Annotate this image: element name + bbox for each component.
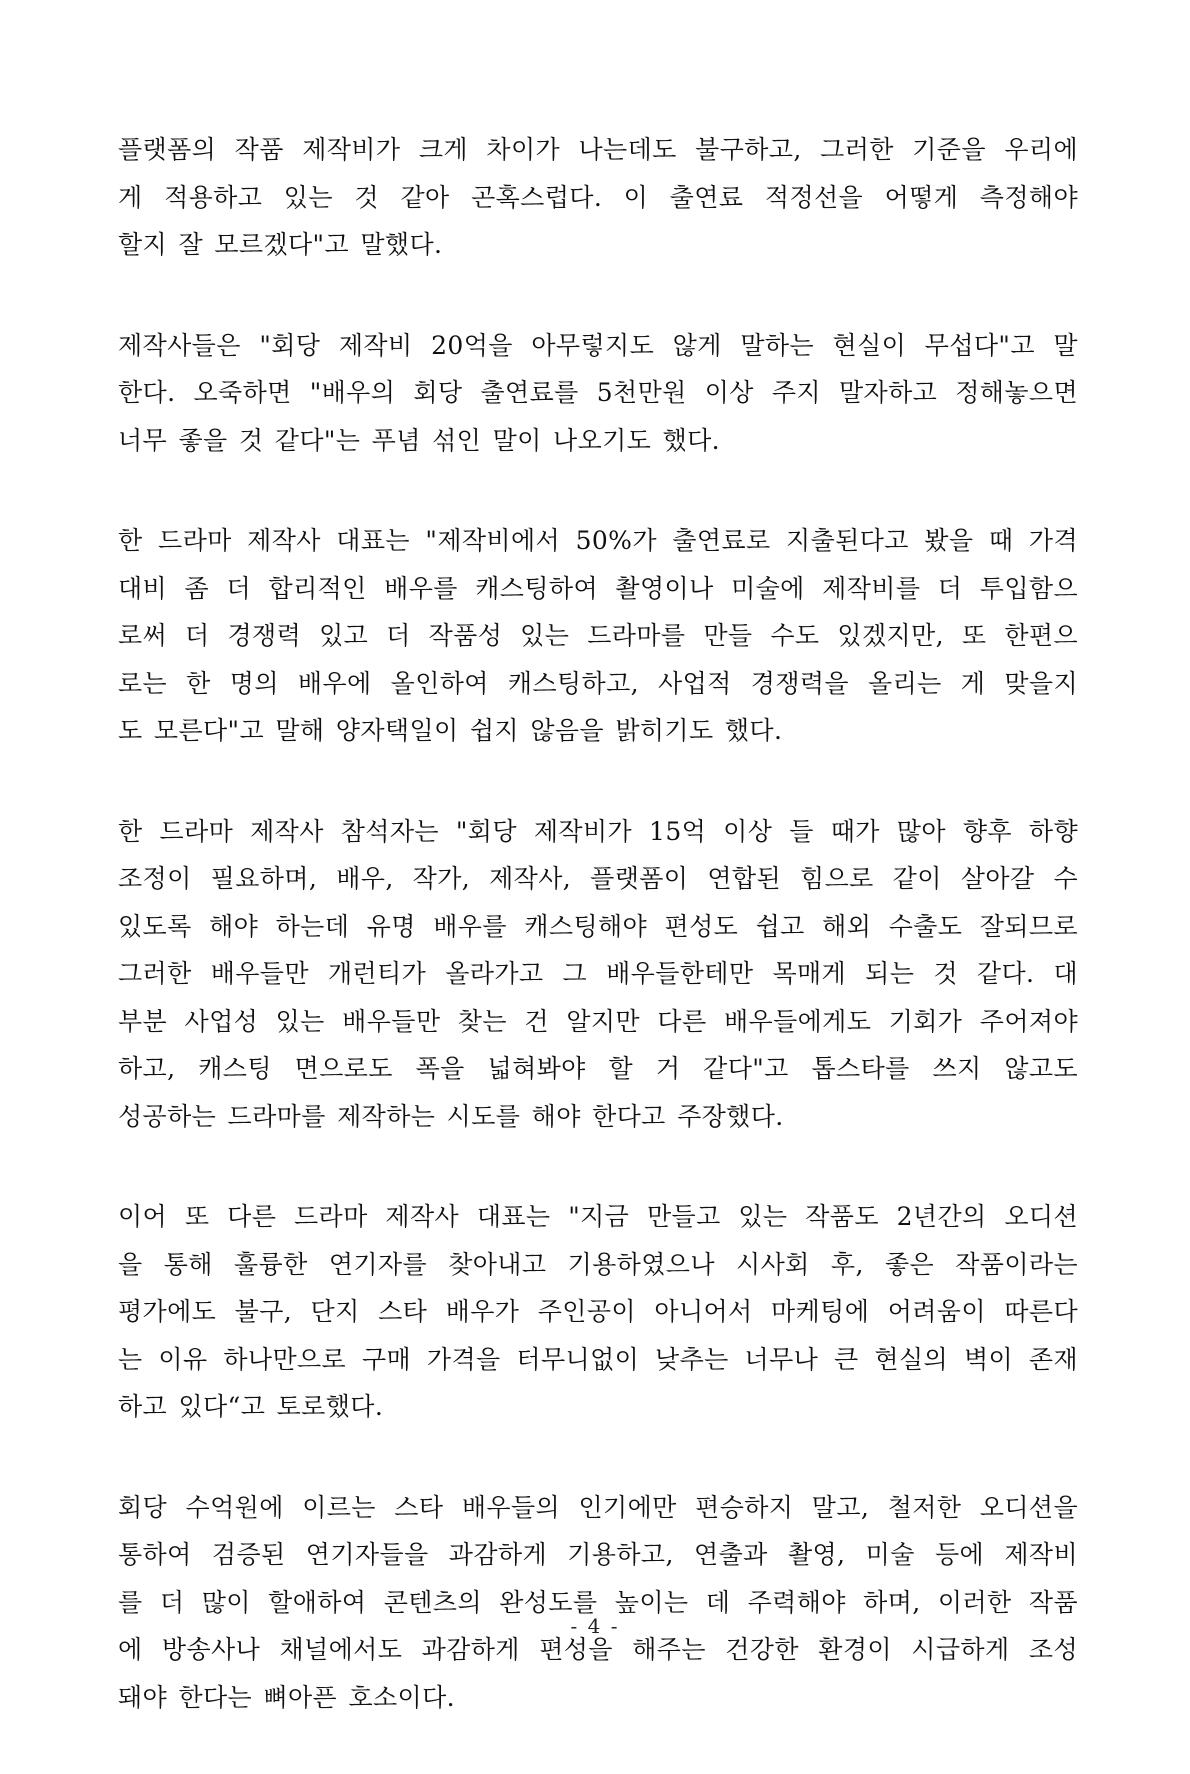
paragraph	[118, 322, 1078, 465]
text-line: 게 적용하고 있는 것 같아 곤혹스럽다. 이 출연료 적정선을 어떻게 측정해야	[118, 182, 1078, 212]
text-line: 성공하는 드라마를 제작하는 시도를 해야 한다고 주장했다.	[118, 1101, 784, 1131]
text-line: 대비 좀 더 합리적인 배우를 캐스팅하여 촬영이나 미술에 제작비를 더 투입함으	[118, 573, 1078, 603]
text-line: 에 방송사나 채널에서도 과감하게 편성을 해주는 건강한 환경이 시급하게 조성	[118, 1635, 1078, 1664]
paragraph	[118, 1484, 1078, 1722]
text-line: 이어 또 다른 드라마 제작사 대표는 "지금 만들고 있는 작품도 2년간의 오디션	[118, 1202, 1078, 1231]
text-line: 부분 사업성 있는 배우들만 찾는 건 알지만 다른 배우들에게도 기회가 주어져야	[118, 1006, 1078, 1036]
text-line: 조정이 필요하며, 배우, 작가, 제작사, 플랫폼이 연합된 힘으로 같이 살아갈 수	[118, 864, 1078, 893]
page-number: - 4 -	[570, 1614, 620, 1638]
text-line: 한다. 오죽하면 "배우의 회당 출연료를 5천만원 이상 주지 말자하고 정해놓으면	[118, 378, 1078, 407]
paragraph	[118, 126, 1078, 269]
text-line: 평가에도 불구, 단지 스타 배우가 주인공이 아니어서 마케팅에 어려움이 따른다	[118, 1297, 1078, 1326]
text-line: 통하여 검증된 연기자들을 과감하게 기용하고, 연출과 촬영, 미술 등에 제작비	[118, 1540, 1078, 1569]
text-line: 도 모른다"고 말해 양자택일이 쉽지 않음을 밝히기도 했다.	[118, 716, 783, 745]
text-line: 하고 있다“고 토로했다.	[118, 1392, 384, 1421]
text-line: 한 드라마 제작사 참석자는 "회당 제작비가 15억 이상 들 때가 많아 향후 하향	[118, 816, 1078, 846]
text-line: 한 드라마 제작사 대표는 "제작비에서 50%가 출연료로 지출된다고 봤을 때 가격	[118, 526, 1078, 555]
text-line: 플랫폼의 작품 제작비가 크게 차이가 나는데도 불구하고, 그러한 기준을 우리에	[118, 135, 1078, 164]
text-line: 를 더 많이 할애하여 콘텐츠의 완성도를 높이는 데 주력해야 하며, 이러한 작품	[118, 1587, 1078, 1617]
text-line: 있도록 해야 하는데 유명 배우를 캐스팅해야 편성도 쉽고 해외 수출도 잘되므로	[118, 911, 1078, 941]
text-line: 회당 수억원에 이르는 스타 배우들의 인기에만 편승하지 말고, 철저한 오디션을	[118, 1492, 1078, 1522]
document-body	[118, 126, 1078, 1774]
text-line: 는 이유 하나만으로 구매 가격을 터무니없이 낮추는 너무나 큰 현실의 벽이 존재	[118, 1344, 1078, 1374]
text-line: 그러한 배우들만 개런티가 올라가고 그 배우들한테만 목매게 되는 것 같다. 대	[118, 959, 1078, 988]
text-line: 로는 한 명의 배우에 올인하여 캐스팅하고, 사업적 경쟁력을 올리는 게 맞을지	[118, 668, 1078, 698]
text-line: 을 통해 훌륭한 연기자를 찾아내고 기용하였으나 시사회 후, 좋은 작품이라는	[118, 1249, 1078, 1279]
paragraph	[118, 1193, 1078, 1431]
text-line: 제작사들은 "회당 제작비 20억을 아무렇지도 않게 말하는 현실이 무섭다"고 말	[118, 330, 1078, 360]
text-line: 로써 더 경쟁력 있고 더 작품성 있는 드라마를 만들 수도 있겠지만, 또 한편으	[118, 621, 1078, 650]
text-line: 하고, 캐스팅 면으로도 폭을 넓혀봐야 할 거 같다"고 톱스타를 쓰지 않고도	[118, 1054, 1078, 1083]
paragraph	[118, 808, 1078, 1141]
paragraph	[118, 517, 1078, 755]
text-line: 돼야 한다는 뼈아픈 호소이다.	[118, 1682, 455, 1712]
text-line: 너무 좋을 것 같다"는 푸념 섞인 말이 나오기도 했다.	[118, 425, 721, 455]
text-line: 할지 잘 모르겠다"고 말했다.	[118, 230, 443, 259]
